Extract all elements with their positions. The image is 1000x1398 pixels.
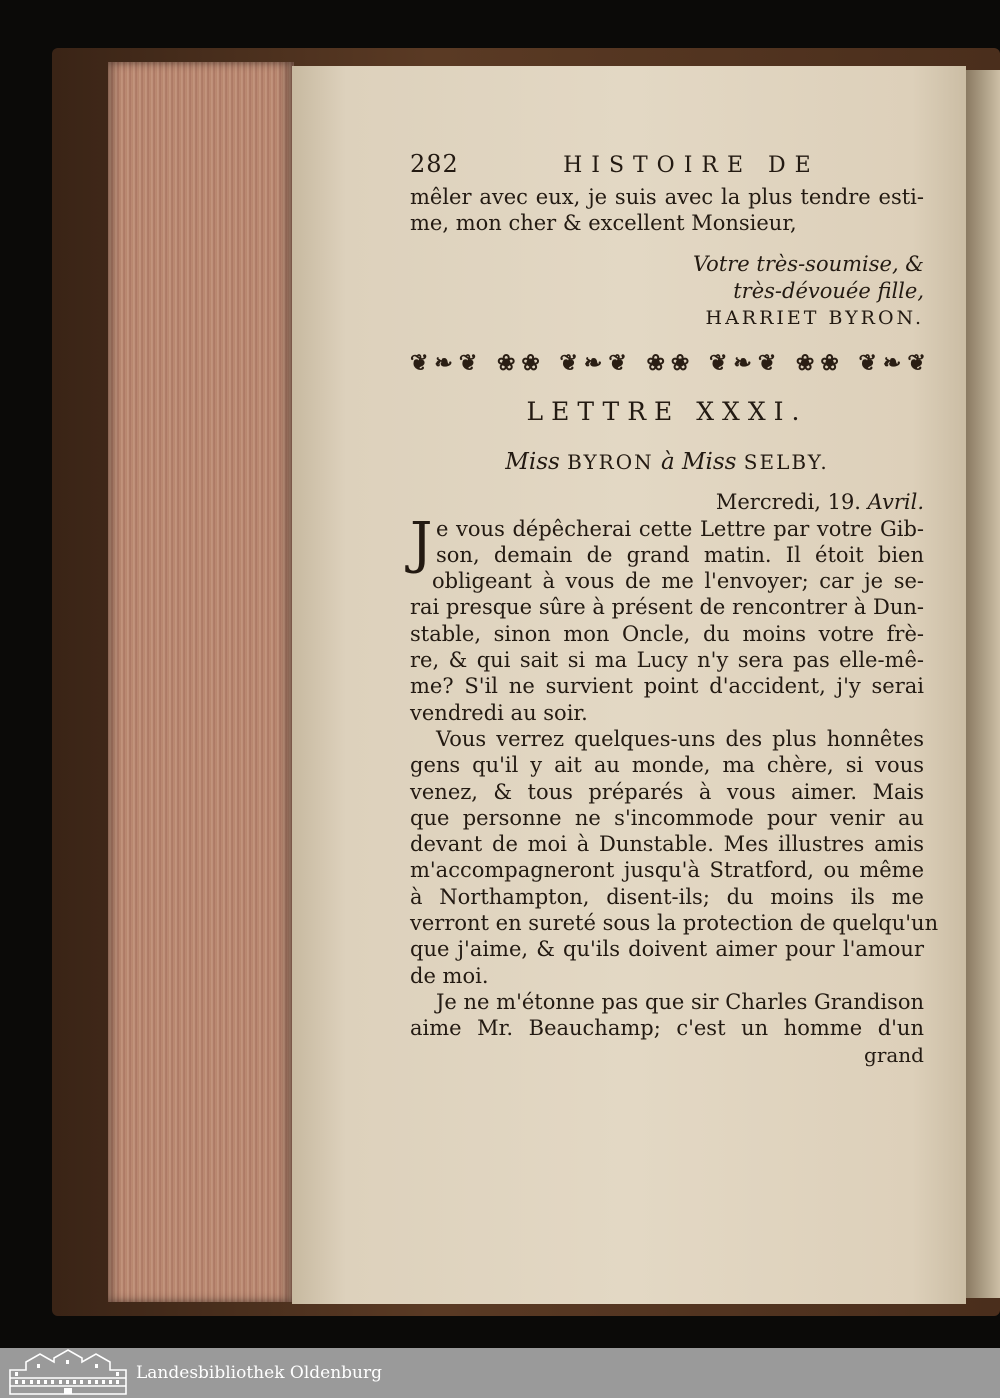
page-edges <box>108 62 294 1302</box>
salutation-word: SELBY. <box>743 449 829 474</box>
paragraph <box>410 726 939 989</box>
letter-salutation <box>410 442 924 482</box>
text-line: que personne ne s'incommode pour venir au <box>410 805 924 830</box>
footer-bar <box>0 1348 1000 1398</box>
page-text <box>410 150 939 1068</box>
salutation-word: Miss <box>681 448 737 475</box>
text-line: verront en sureté sous la protection de quelqu'un <box>410 911 939 936</box>
text-line: aime Mr. Beauchamp; c'est un homme d'un <box>410 1016 924 1041</box>
text-line: Vous verrez quelques-uns des plus honnêtes <box>436 726 924 751</box>
institution-name: Landesbibliothek Oldenburg <box>136 1363 383 1383</box>
ornament-band <box>410 348 932 378</box>
text-line: à Northampton, disent-ils; du moins ils me <box>410 884 924 909</box>
catchword: grand <box>864 1042 924 1067</box>
text-line: stable, sinon mon Oncle, du moins votre frè- <box>410 621 924 646</box>
letter-title: LETTRE XXXI. <box>526 396 808 426</box>
signature: HARRIET BYRON. <box>705 306 924 329</box>
text-line: m'accompagneront jusqu'à Stratford, ou même <box>410 858 924 883</box>
drop-cap: J <box>410 510 433 576</box>
text-line: que j'aime, & qu'ils doivent aimer pour l'amour <box>410 937 924 962</box>
text-line: me, mon cher & excellent Monsieur, <box>410 211 797 236</box>
date-day: Mercredi, 19. <box>715 489 861 514</box>
letter-date <box>410 488 924 516</box>
paragraph <box>410 510 924 726</box>
text-line: venez, & tous préparés à vous aimer. Mais <box>410 779 924 804</box>
closing-formula: très-dévouée fille, <box>733 278 924 303</box>
salutation-word: BYRON <box>567 449 654 474</box>
date-month: Avril. <box>867 489 924 514</box>
text-line: e vous dépêcherai cette Lettre par votre Gib- <box>436 516 924 541</box>
paragraph <box>410 989 924 1042</box>
facing-page-edge <box>966 70 1000 1298</box>
text-line: rai presque sûre à présent de rencontrer à Dun- <box>410 595 924 620</box>
text-line: vendredi au soir. <box>410 700 588 725</box>
text-line: devant de moi à Dunstable. Mes illustres amis <box>410 832 924 857</box>
text-line: de moi. <box>410 963 489 988</box>
text-line: re, & qui sait si ma Lucy n'y sera pas elle-mê- <box>410 648 924 673</box>
salutation-word: Miss <box>505 448 560 475</box>
running-head <box>410 150 924 184</box>
page-number: 282 <box>410 150 459 178</box>
text-line: mêler avec eux, je suis avec la plus tendre esti- <box>410 185 924 209</box>
running-title: HISTOIRE DE <box>563 153 820 178</box>
text-line: son, demain de grand matin. Il étoit bien <box>436 542 924 567</box>
text-line: gens qu'il y ait au monde, ma chère, si vous <box>410 753 924 778</box>
text-line: obligeant à vous de me l'envoyer; car je se- <box>432 569 924 594</box>
salutation-word: à <box>660 448 675 475</box>
library-building-icon <box>6 1348 130 1398</box>
text-line: me? S'il ne survient point d'accident, j'y serai <box>410 674 924 699</box>
ornament-glyphs: ❦❧❦ ❀❀ ❦❧❦ ❀❀ ❦❧❦ ❀❀ ❦❧❦ <box>410 349 932 376</box>
text-line: Je ne m'étonne pas que sir Charles Grandison <box>436 989 924 1014</box>
closing-formula: Votre très-soumise, & <box>692 251 924 276</box>
